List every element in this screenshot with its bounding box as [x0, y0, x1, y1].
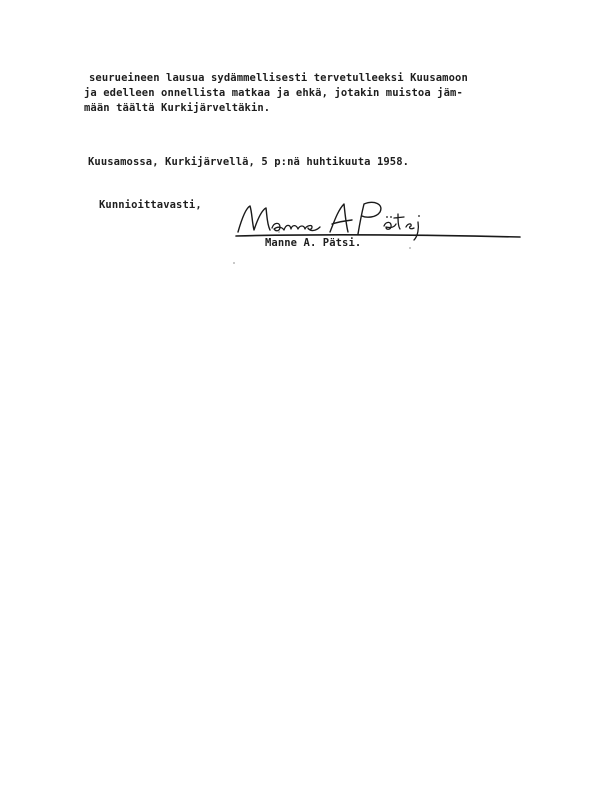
paper-speck	[409, 247, 411, 249]
place-date-line: Kuusamossa, Kurkijärvellä, 5 p:nä huhtikuuta 1958.	[88, 156, 410, 168]
letter-body-line: ja edelleen onnellista matkaa ja ehkä, jotakin muistoa jäm-	[84, 87, 463, 99]
letter-body-line: mään täältä Kurkijärveltäkin.	[84, 102, 271, 114]
paper-speck	[278, 231, 280, 233]
handwritten-signature	[228, 196, 524, 242]
closing-salutation: Kunnioittavasti,	[99, 199, 202, 211]
signer-typed-name: Manne A. Pätsi.	[265, 237, 362, 249]
paper-speck	[233, 262, 235, 264]
letter-body-line: seurueineen lausua sydämmellisesti tervetulleeksi Kuusamoon	[89, 72, 468, 84]
